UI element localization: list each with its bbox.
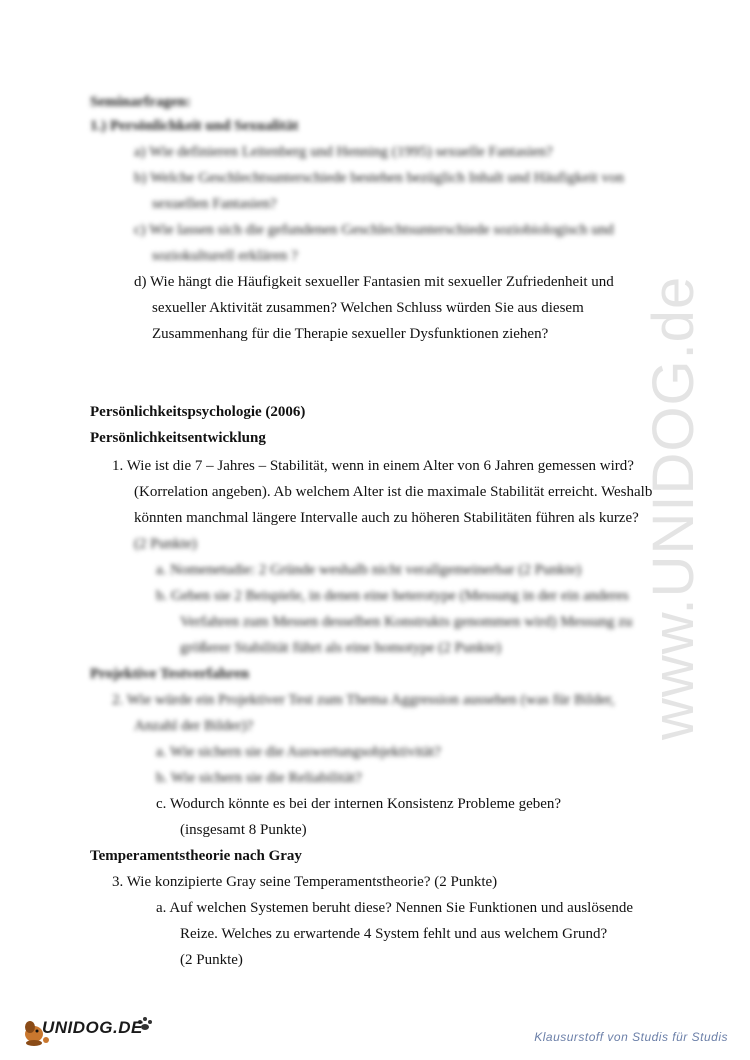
question-1d-line1: d) Wie hängt die Häufigkeit sexueller Fantasien mit sexueller Zufriedenheit und bbox=[134, 274, 614, 290]
seminar-heading: Seminarfragen: bbox=[90, 94, 191, 110]
question-1a: a) Wie definieren Leitenberg und Henning (1995) sexuelle Fantasien? bbox=[134, 144, 553, 160]
watermark: www.UNIDOG.de bbox=[641, 275, 706, 740]
question-1d-line3: Zusammenhang für die Therapie sexueller Dysfunktionen ziehen? bbox=[152, 326, 549, 342]
section-persoenlichkeitsentwicklung: Persönlichkeitsentwicklung bbox=[90, 430, 266, 446]
section-projektive-testverfahren: Projektive Testverfahren bbox=[90, 666, 250, 682]
question-1c-line1: c) Wie lassen sich die gefundenen Geschlechtsunterschiede soziobiologisch und bbox=[134, 222, 614, 238]
question-2-total-points: (insgesamt 8 Punkte) bbox=[180, 822, 307, 838]
question-2b: b. Wie sichern sie die Reliabilität? bbox=[156, 770, 362, 786]
question-2-line2: Anzahl der Bilder)? bbox=[134, 718, 254, 734]
question-1-line1: 1. Wie ist die 7 – Jahres – Stabilität, wenn in einem Alter von 6 Jahren gemessen wird? bbox=[112, 458, 634, 474]
question-1b-sub-line1: b. Geben sie 2 Beispiele, in denen eine heterotype (Messung in der ein anderes bbox=[156, 588, 629, 604]
question-1a-sub: a. Nomenetudie: 2 Gründe weshalb nicht verallgemeinerbar (2 Punkte) bbox=[156, 562, 582, 578]
question-1b-sub-line3: größerer Stabilität führt als eine homotype (2 Punkte) bbox=[180, 640, 502, 656]
question-2a: a. Wie sichern sie die Auswertungsobjektivität? bbox=[156, 744, 441, 760]
logo-text: UNIDOG.DE bbox=[42, 1018, 143, 1037]
question-3a-line2: Reize. Welches zu erwartende 4 System fehlt und aus welchem Grund? bbox=[180, 926, 608, 942]
question-2c: c. Wodurch könnte es bei der internen Konsistenz Probleme geben? bbox=[156, 796, 562, 812]
question-1d-line2: sexueller Aktivität zusammen? Welchen Schluss würden Sie aus diesem bbox=[152, 300, 584, 316]
question-1b-line2: sexuellen Fantasien? bbox=[152, 196, 277, 212]
section-temperamentstheorie: Temperamentstheorie nach Gray bbox=[90, 848, 302, 864]
question-3: 3. Wie konzipierte Gray seine Temperamentstheorie? (2 Punkte) bbox=[112, 874, 498, 890]
question-1-points: (2 Punkte) bbox=[134, 536, 197, 552]
question-2-line1: 2. Wie würde ein Projektiver Test zum Thema Aggression aussehen (was für Bilder, bbox=[112, 692, 615, 708]
topic1-heading: 1.) Persönlichkeit und Sexualität bbox=[90, 118, 299, 134]
question-1-line2: (Korrelation angeben). Ab welchem Alter ist die maximale Stabilität erreicht. Weshalb bbox=[134, 484, 653, 500]
question-1b-line1: b) Welche Geschlechtsunterschiede bestehen bezüglich Inhalt und Häufigkeit von bbox=[134, 170, 625, 186]
question-3a-line3: (2 Punkte) bbox=[180, 952, 243, 968]
question-1b-sub-line2: Verfahren zum Messen desselben Konstrukts genommen wird) Messung zu bbox=[180, 614, 633, 630]
footer-tagline: Klausurstoff von Studis für Studis bbox=[534, 1030, 728, 1044]
question-1-line3: könnten manchmal längere Intervalle auch zu höheren Stabilitäten führen als kurze? bbox=[134, 510, 639, 526]
question-1c-line2: soziokulturell erklären ? bbox=[152, 248, 298, 264]
question-3a-line1: a. Auf welchen Systemen beruht diese? Nennen Sie Funktionen und auslösende bbox=[156, 900, 633, 916]
exam-heading: Persönlichkeitspsychologie (2006) bbox=[90, 404, 306, 420]
